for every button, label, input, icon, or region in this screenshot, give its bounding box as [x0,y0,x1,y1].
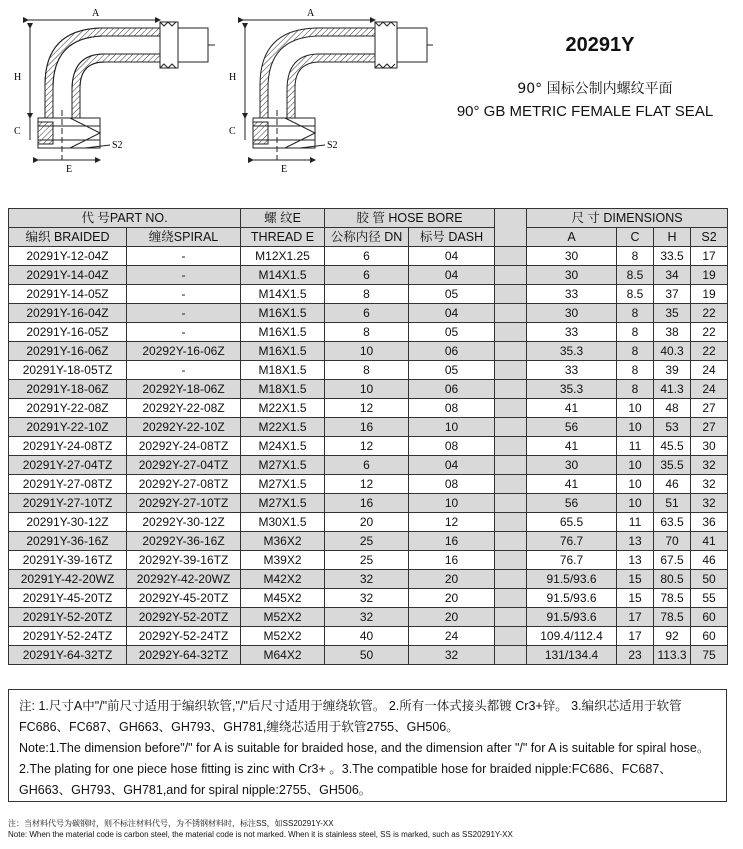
cell-dash: 10 [409,418,495,437]
cell-braided: 20291Y-27-04TZ [9,456,127,475]
cell-braided: 20291Y-27-08TZ [9,475,127,494]
cell-s2: 22 [691,323,728,342]
cell-h: 67.5 [654,551,691,570]
cell-dn: 6 [325,266,409,285]
cell-gap [495,285,527,304]
cell-a: 35.3 [527,342,617,361]
table-row [9,627,728,646]
header-dash: 标号 DASH [409,228,495,247]
cell-braided: 20291Y-39-16TZ [9,551,127,570]
cell-spiral: - [127,361,241,380]
cell-braided: 20291Y-45-20TZ [9,589,127,608]
cell-a: 41 [527,475,617,494]
cell-dn: 16 [325,418,409,437]
cell-s2: 32 [691,494,728,513]
cell-dash: 06 [409,342,495,361]
cell-braided: 20291Y-42-20WZ [9,570,127,589]
label-s2-left: S2 [112,140,123,151]
label-c-left: C [14,126,21,137]
cell-dn: 16 [325,494,409,513]
table-row [9,266,728,285]
cell-h: 38 [654,323,691,342]
cell-braided: 20291Y-16-05Z [9,323,127,342]
subtitle-english: 90° GB METRIC FEMALE FLAT SEAL [456,103,714,120]
label-h-left: H [14,72,22,83]
cell-s2: 75 [691,646,728,665]
spec-table [8,208,728,665]
cell-a: 30 [527,247,617,266]
cell-braided: 20291Y-22-08Z [9,399,127,418]
cell-c: 17 [617,608,654,627]
cell-dn: 6 [325,456,409,475]
cell-spiral: 20292Y-24-08TZ [127,437,241,456]
cell-a: 41 [527,437,617,456]
notes-chinese: 注: 1.尺寸A中"/"前尺寸适用于编织软管,"/"后尺寸适用于缠绕软管。 2.所有一体式接头都镀 Cr3+锌。 3.编织芯适用于软管FC686、FC687、GH663、GH793、GH781,缠绕芯适用于软管2755、GH506。 [19,699,682,734]
cell-dn: 12 [325,437,409,456]
cell-dn: 10 [325,380,409,399]
cell-spiral: 20292Y-22-10Z [127,418,241,437]
cell-s2: 55 [691,589,728,608]
header-s2: S2 [691,228,728,247]
cell-thread: M18X1.5 [241,361,325,380]
cell-thread: M36X2 [241,532,325,551]
cell-s2: 24 [691,361,728,380]
notes-english: Note:1.The dimension before"/" for A is suitable for braided hose, and the dimension after "/" for A is suitable for spiral hose。2.The plating for one piece hose fitting is zinc with Cr3+ 。3.The compatible hose for braided nipple:FC686、FC687、GH663、GH793、GH781,and for spiral nipple:2755、GH506。 [19,741,710,797]
label-a-right: A [307,8,315,19]
cell-spiral: - [127,266,241,285]
cell-gap [495,323,527,342]
cell-c: 11 [617,437,654,456]
cell-braided: 20291Y-14-04Z [9,266,127,285]
cell-gap [495,551,527,570]
table-row [9,418,728,437]
cell-a: 33 [527,285,617,304]
cell-dash: 08 [409,475,495,494]
cell-spiral: 20292Y-30-12Z [127,513,241,532]
cell-h: 46 [654,475,691,494]
cell-dash: 06 [409,380,495,399]
cell-spiral: 20292Y-42-20WZ [127,570,241,589]
cell-a: 41 [527,399,617,418]
table-row [9,247,728,266]
cell-s2: 46 [691,551,728,570]
cell-thread: M52X2 [241,608,325,627]
label-h-right: H [229,72,237,83]
header-c: C [617,228,654,247]
cell-dash: 24 [409,627,495,646]
cell-gap [495,266,527,285]
cell-h: 78.5 [654,589,691,608]
cell-gap [495,456,527,475]
cell-spiral: 20292Y-18-06Z [127,380,241,399]
cell-h: 80.5 [654,570,691,589]
footer-note-chinese: 注：当材料代号为碳钢时，则不标注材料代号，为不锈钢材料时，标注SS，如SS20291Y-XX [8,819,334,828]
cell-braided: 20291Y-36-16Z [9,532,127,551]
cell-gap [495,494,527,513]
cell-s2: 32 [691,456,728,475]
cell-c: 15 [617,589,654,608]
cell-dn: 8 [325,323,409,342]
cell-braided: 20291Y-18-06Z [9,380,127,399]
cell-h: 40.3 [654,342,691,361]
table-row [9,570,728,589]
drawing-left [28,20,215,160]
cell-a: 131/134.4 [527,646,617,665]
cell-spiral: 20292Y-64-32TZ [127,646,241,665]
cell-braided: 20291Y-52-24TZ [9,627,127,646]
cell-gap [495,589,527,608]
header-part-no: 代 号PART NO. [9,209,241,228]
cell-dn: 40 [325,627,409,646]
header-dimensions: 尺 寸 DIMENSIONS [527,209,728,228]
cell-c: 8 [617,342,654,361]
cell-dash: 20 [409,570,495,589]
product-code-title: 20291Y [565,34,635,56]
cell-c: 10 [617,418,654,437]
cell-h: 41.3 [654,380,691,399]
cell-a: 33 [527,361,617,380]
cell-a: 30 [527,266,617,285]
cell-h: 63.5 [654,513,691,532]
table-row [9,608,728,627]
cell-gap [495,418,527,437]
cell-thread: M14X1.5 [241,285,325,304]
label-e-right: E [281,164,288,175]
table-row [9,475,728,494]
cell-c: 8 [617,380,654,399]
cell-dash: 16 [409,532,495,551]
cell-dash: 05 [409,323,495,342]
cell-dash: 04 [409,247,495,266]
cell-c: 8 [617,323,654,342]
cell-dash: 10 [409,494,495,513]
cell-braided: 20291Y-52-20TZ [9,608,127,627]
cell-braided: 20291Y-18-05TZ [9,361,127,380]
cell-spiral: 20292Y-36-16Z [127,532,241,551]
cell-dash: 04 [409,456,495,475]
drawing-right [243,20,433,160]
cell-h: 35 [654,304,691,323]
cell-a: 56 [527,418,617,437]
cell-a: 91.5/93.6 [527,589,617,608]
cell-thread: M16X1.5 [241,304,325,323]
cell-dash: 04 [409,304,495,323]
cell-thread: M27X1.5 [241,456,325,475]
cell-dn: 6 [325,247,409,266]
cell-c: 8 [617,304,654,323]
cell-thread: M42X2 [241,570,325,589]
cell-spiral: 20292Y-27-08TZ [127,475,241,494]
cell-braided: 20291Y-16-06Z [9,342,127,361]
cell-braided: 20291Y-27-10TZ [9,494,127,513]
cell-dn: 6 [325,304,409,323]
cell-c: 8.5 [617,285,654,304]
cell-dash: 04 [409,266,495,285]
cell-thread: M52X2 [241,627,325,646]
cell-s2: 19 [691,285,728,304]
header-thread-cn: 螺 纹E [241,209,325,228]
cell-s2: 60 [691,608,728,627]
table-row [9,646,728,665]
cell-s2: 27 [691,418,728,437]
table-row [9,532,728,551]
cell-spiral: 20292Y-39-16TZ [127,551,241,570]
cell-thread: M64X2 [241,646,325,665]
cell-gap [495,646,527,665]
cell-h: 51 [654,494,691,513]
cell-h: 53 [654,418,691,437]
table-row [9,323,728,342]
cell-a: 30 [527,304,617,323]
header-gap [495,209,527,247]
cell-c: 10 [617,494,654,513]
cell-h: 45.5 [654,437,691,456]
cell-spiral: 20292Y-22-08Z [127,399,241,418]
cell-gap [495,380,527,399]
footer-note-english: Note: When the material code is carbon steel, the material code is not marked. When it is stainless steel, SS is marked, such as SS20291Y-XX [8,830,513,839]
header-h: H [654,228,691,247]
cell-c: 10 [617,475,654,494]
cell-spiral: 20292Y-45-20TZ [127,589,241,608]
cell-thread: M39X2 [241,551,325,570]
cell-braided: 20291Y-16-04Z [9,304,127,323]
cell-a: 76.7 [527,532,617,551]
cell-a: 33 [527,323,617,342]
cell-gap [495,570,527,589]
cell-dash: 20 [409,608,495,627]
cell-h: 48 [654,399,691,418]
cell-c: 8.5 [617,266,654,285]
table-row [9,551,728,570]
cell-s2: 19 [691,266,728,285]
cell-c: 13 [617,551,654,570]
cell-spiral: 20292Y-27-04TZ [127,456,241,475]
cell-dn: 25 [325,551,409,570]
cell-thread: M18X1.5 [241,380,325,399]
cell-h: 78.5 [654,608,691,627]
table-row [9,437,728,456]
cell-dn: 8 [325,285,409,304]
cell-braided: 20291Y-12-04Z [9,247,127,266]
cell-gap [495,399,527,418]
cell-dash: 16 [409,551,495,570]
header-spiral: 缠绕SPIRAL [127,228,241,247]
cell-a: 35.3 [527,380,617,399]
cell-thread: M30X1.5 [241,513,325,532]
cell-thread: M24X1.5 [241,437,325,456]
cell-h: 35.5 [654,456,691,475]
cell-h: 113.3 [654,646,691,665]
cell-dash: 05 [409,361,495,380]
header-a: A [527,228,617,247]
notes-box [8,689,727,802]
label-e-left: E [66,164,73,175]
cell-h: 37 [654,285,691,304]
cell-dash: 20 [409,589,495,608]
cell-a: 91.5/93.6 [527,608,617,627]
cell-spiral: - [127,323,241,342]
cell-gap [495,475,527,494]
cell-spiral: 20292Y-27-10TZ [127,494,241,513]
cell-h: 39 [654,361,691,380]
cell-c: 8 [617,361,654,380]
spec-table-body [9,247,728,665]
table-row [9,361,728,380]
cell-dn: 12 [325,399,409,418]
cell-braided: 20291Y-22-10Z [9,418,127,437]
cell-s2: 60 [691,627,728,646]
cell-c: 8 [617,247,654,266]
cell-thread: M12X1.25 [241,247,325,266]
cell-c: 17 [617,627,654,646]
cell-thread: M45X2 [241,589,325,608]
cell-a: 109.4/112.4 [527,627,617,646]
cell-c: 15 [617,570,654,589]
cell-dash: 32 [409,646,495,665]
cell-thread: M27X1.5 [241,494,325,513]
cell-spiral: 20292Y-16-06Z [127,342,241,361]
cell-dn: 10 [325,342,409,361]
header-dn: 公称内径 DN [325,228,409,247]
cell-dash: 12 [409,513,495,532]
cell-dn: 12 [325,475,409,494]
cell-dash: 08 [409,437,495,456]
cell-dash: 08 [409,399,495,418]
label-s2-right: S2 [327,140,338,151]
cell-dn: 32 [325,608,409,627]
cell-gap [495,304,527,323]
cell-dn: 20 [325,513,409,532]
cell-thread: M14X1.5 [241,266,325,285]
cell-s2: 36 [691,513,728,532]
cell-a: 56 [527,494,617,513]
table-row [9,380,728,399]
cell-dn: 50 [325,646,409,665]
cell-gap [495,247,527,266]
cell-spiral: - [127,247,241,266]
table-row [9,304,728,323]
cell-gap [495,513,527,532]
cell-gap [495,608,527,627]
table-row [9,513,728,532]
cell-a: 91.5/93.6 [527,570,617,589]
cell-braided: 20291Y-24-08TZ [9,437,127,456]
cell-c: 23 [617,646,654,665]
label-c-right: C [229,126,236,137]
cell-c: 13 [617,532,654,551]
table-row [9,589,728,608]
fitting-drawings [0,0,470,190]
footer-note [8,818,728,840]
subtitle-chinese: 90° 国标公制内螺纹平面 [517,81,673,97]
cell-spiral: 20292Y-52-20TZ [127,608,241,627]
cell-thread: M22X1.5 [241,418,325,437]
cell-gap [495,342,527,361]
cell-s2: 50 [691,570,728,589]
table-row [9,285,728,304]
cell-thread: M27X1.5 [241,475,325,494]
cell-spiral: - [127,285,241,304]
cell-dn: 25 [325,532,409,551]
header-thread-e: THREAD E [241,228,325,247]
cell-spiral: - [127,304,241,323]
cell-thread: M16X1.5 [241,342,325,361]
header-hose-bore: 胶 管 HOSE BORE [325,209,495,228]
cell-dn: 8 [325,361,409,380]
cell-s2: 27 [691,399,728,418]
cell-a: 65.5 [527,513,617,532]
cell-gap [495,532,527,551]
cell-thread: M22X1.5 [241,399,325,418]
cell-h: 92 [654,627,691,646]
cell-gap [495,437,527,456]
cell-braided: 20291Y-30-12Z [9,513,127,532]
cell-s2: 22 [691,342,728,361]
cell-c: 10 [617,456,654,475]
cell-s2: 22 [691,304,728,323]
table-row [9,494,728,513]
cell-a: 30 [527,456,617,475]
cell-dash: 05 [409,285,495,304]
table-row [9,399,728,418]
cell-c: 10 [617,399,654,418]
cell-s2: 17 [691,247,728,266]
cell-s2: 32 [691,475,728,494]
cell-gap [495,627,527,646]
cell-c: 11 [617,513,654,532]
cell-h: 34 [654,266,691,285]
cell-s2: 24 [691,380,728,399]
table-row [9,456,728,475]
cell-a: 76.7 [527,551,617,570]
cell-h: 70 [654,532,691,551]
cell-braided: 20291Y-64-32TZ [9,646,127,665]
cell-braided: 20291Y-14-05Z [9,285,127,304]
cell-dn: 32 [325,589,409,608]
cell-spiral: 20292Y-52-24TZ [127,627,241,646]
header-braided: 编织 BRAIDED [9,228,127,247]
table-row [9,342,728,361]
cell-thread: M16X1.5 [241,323,325,342]
cell-dn: 32 [325,570,409,589]
cell-s2: 41 [691,532,728,551]
cell-gap [495,361,527,380]
cell-s2: 30 [691,437,728,456]
label-a-left: A [92,8,100,19]
cell-h: 33.5 [654,247,691,266]
